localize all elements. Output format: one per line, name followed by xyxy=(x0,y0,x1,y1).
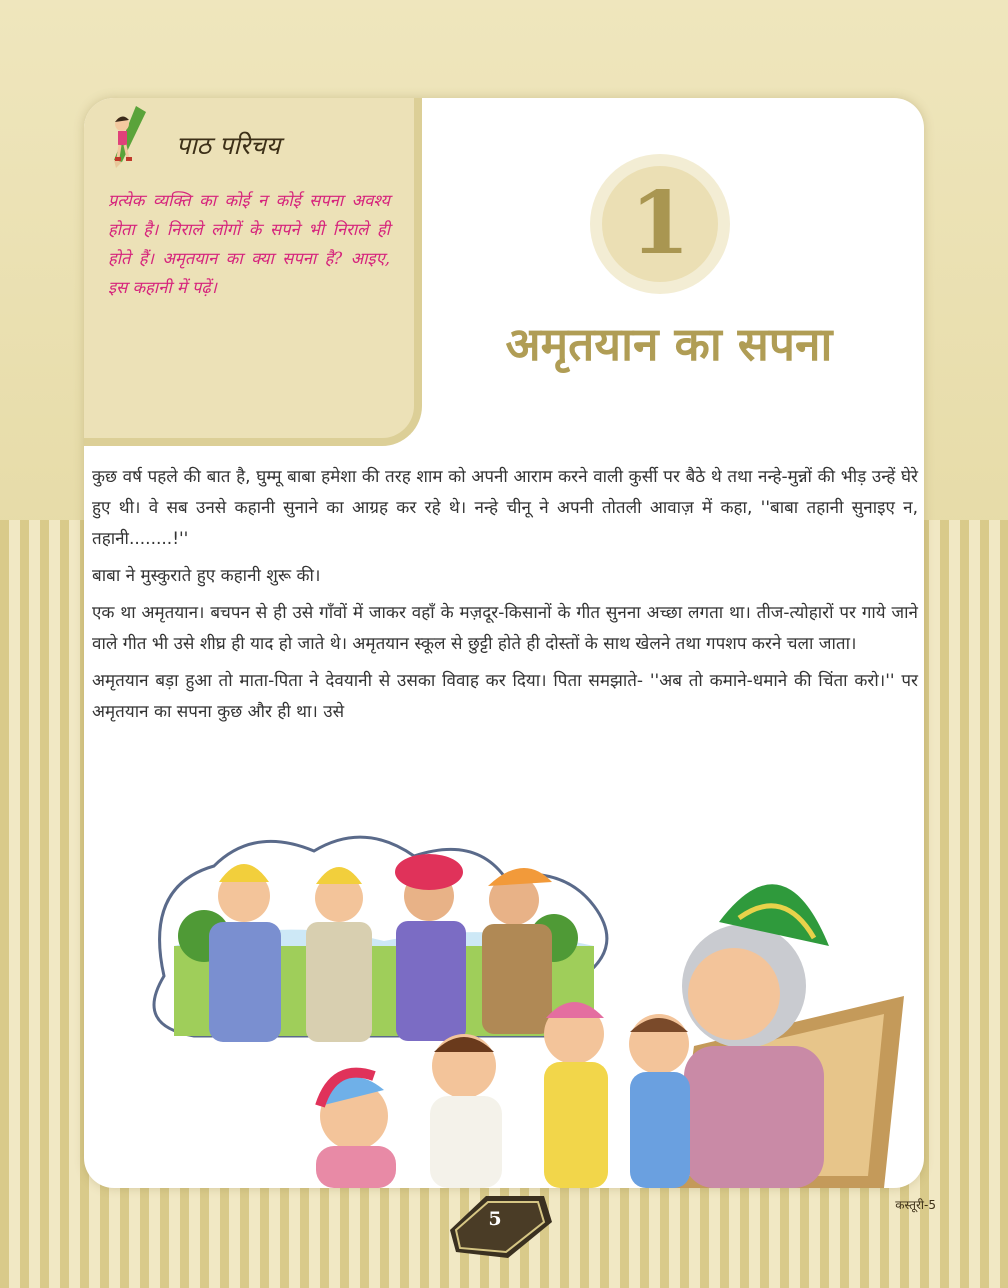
intro-box xyxy=(84,98,422,446)
paragraph: अमृतयान बड़ा हुआ तो माता-पिता ने देवयानी से उसका विवाह कर दिया। पिता समझाते- ''अब तो कमाने-धमाने की चिंता करो।'' पर अमृतयान का सपना कुछ और ही था। उसे xyxy=(92,671,918,722)
page-number: 5 xyxy=(488,1208,502,1230)
child-with-pencil-icon xyxy=(106,104,162,170)
story-text xyxy=(92,462,918,734)
paragraph: बाबा ने मुस्कुराते हुए कहानी शुरू की। xyxy=(92,566,321,586)
chapter-title: अमृतयान का सपना xyxy=(505,317,833,371)
content-page xyxy=(84,98,924,1188)
story-illustration xyxy=(84,826,924,1188)
intro-text: प्रत्येक व्यक्ति का कोई न कोई सपना अवश्य होता है। निराले लोगों के सपने भी निराले ही होते हैं। अमृतयान का क्या सपना है? आइए, इस कहानी में पढ़ें। xyxy=(108,191,390,297)
chapter-number: 1 xyxy=(630,173,690,274)
paragraph: एक था अमृतयान। बचपन से ही उसे गाँवों में जाकर वहाँ के मज़दूर-किसानों के गीत सुनना अच्छा लगता था। तीज-त्योहारों पर गाये जाने वाले गीत भी उसे शीघ्र ही याद हो जाते थे। अमृतयान स्कूल से छुट्टी होते ही दोस्तों के साथ खेलने तथा गपशप करने चला जाता। xyxy=(92,603,918,654)
paragraph: कुछ वर्ष पहले की बात है, घुम्मू बाबा हमेशा की तरह शाम को अपनी आराम करने वाली कुर्सी पर बैठे थे तथा नन्हे-मुन्नों की भीड़ उन्हें घेरे हुए थी। वे सब उनसे कहानी सुनाने का आग्रह कर रहे थे। नन्हे चीनू ने अपनी तोतली आवाज़ में कहा, ''बाबा तहानी सुनाइए न, तहानी........!'' xyxy=(92,467,918,549)
book-label: कस्तूरी-5 xyxy=(895,1198,936,1212)
intro-title: पाठ परिचय xyxy=(176,131,281,160)
chapter-number-circle xyxy=(602,166,718,282)
chapter-number-badge xyxy=(590,154,730,294)
